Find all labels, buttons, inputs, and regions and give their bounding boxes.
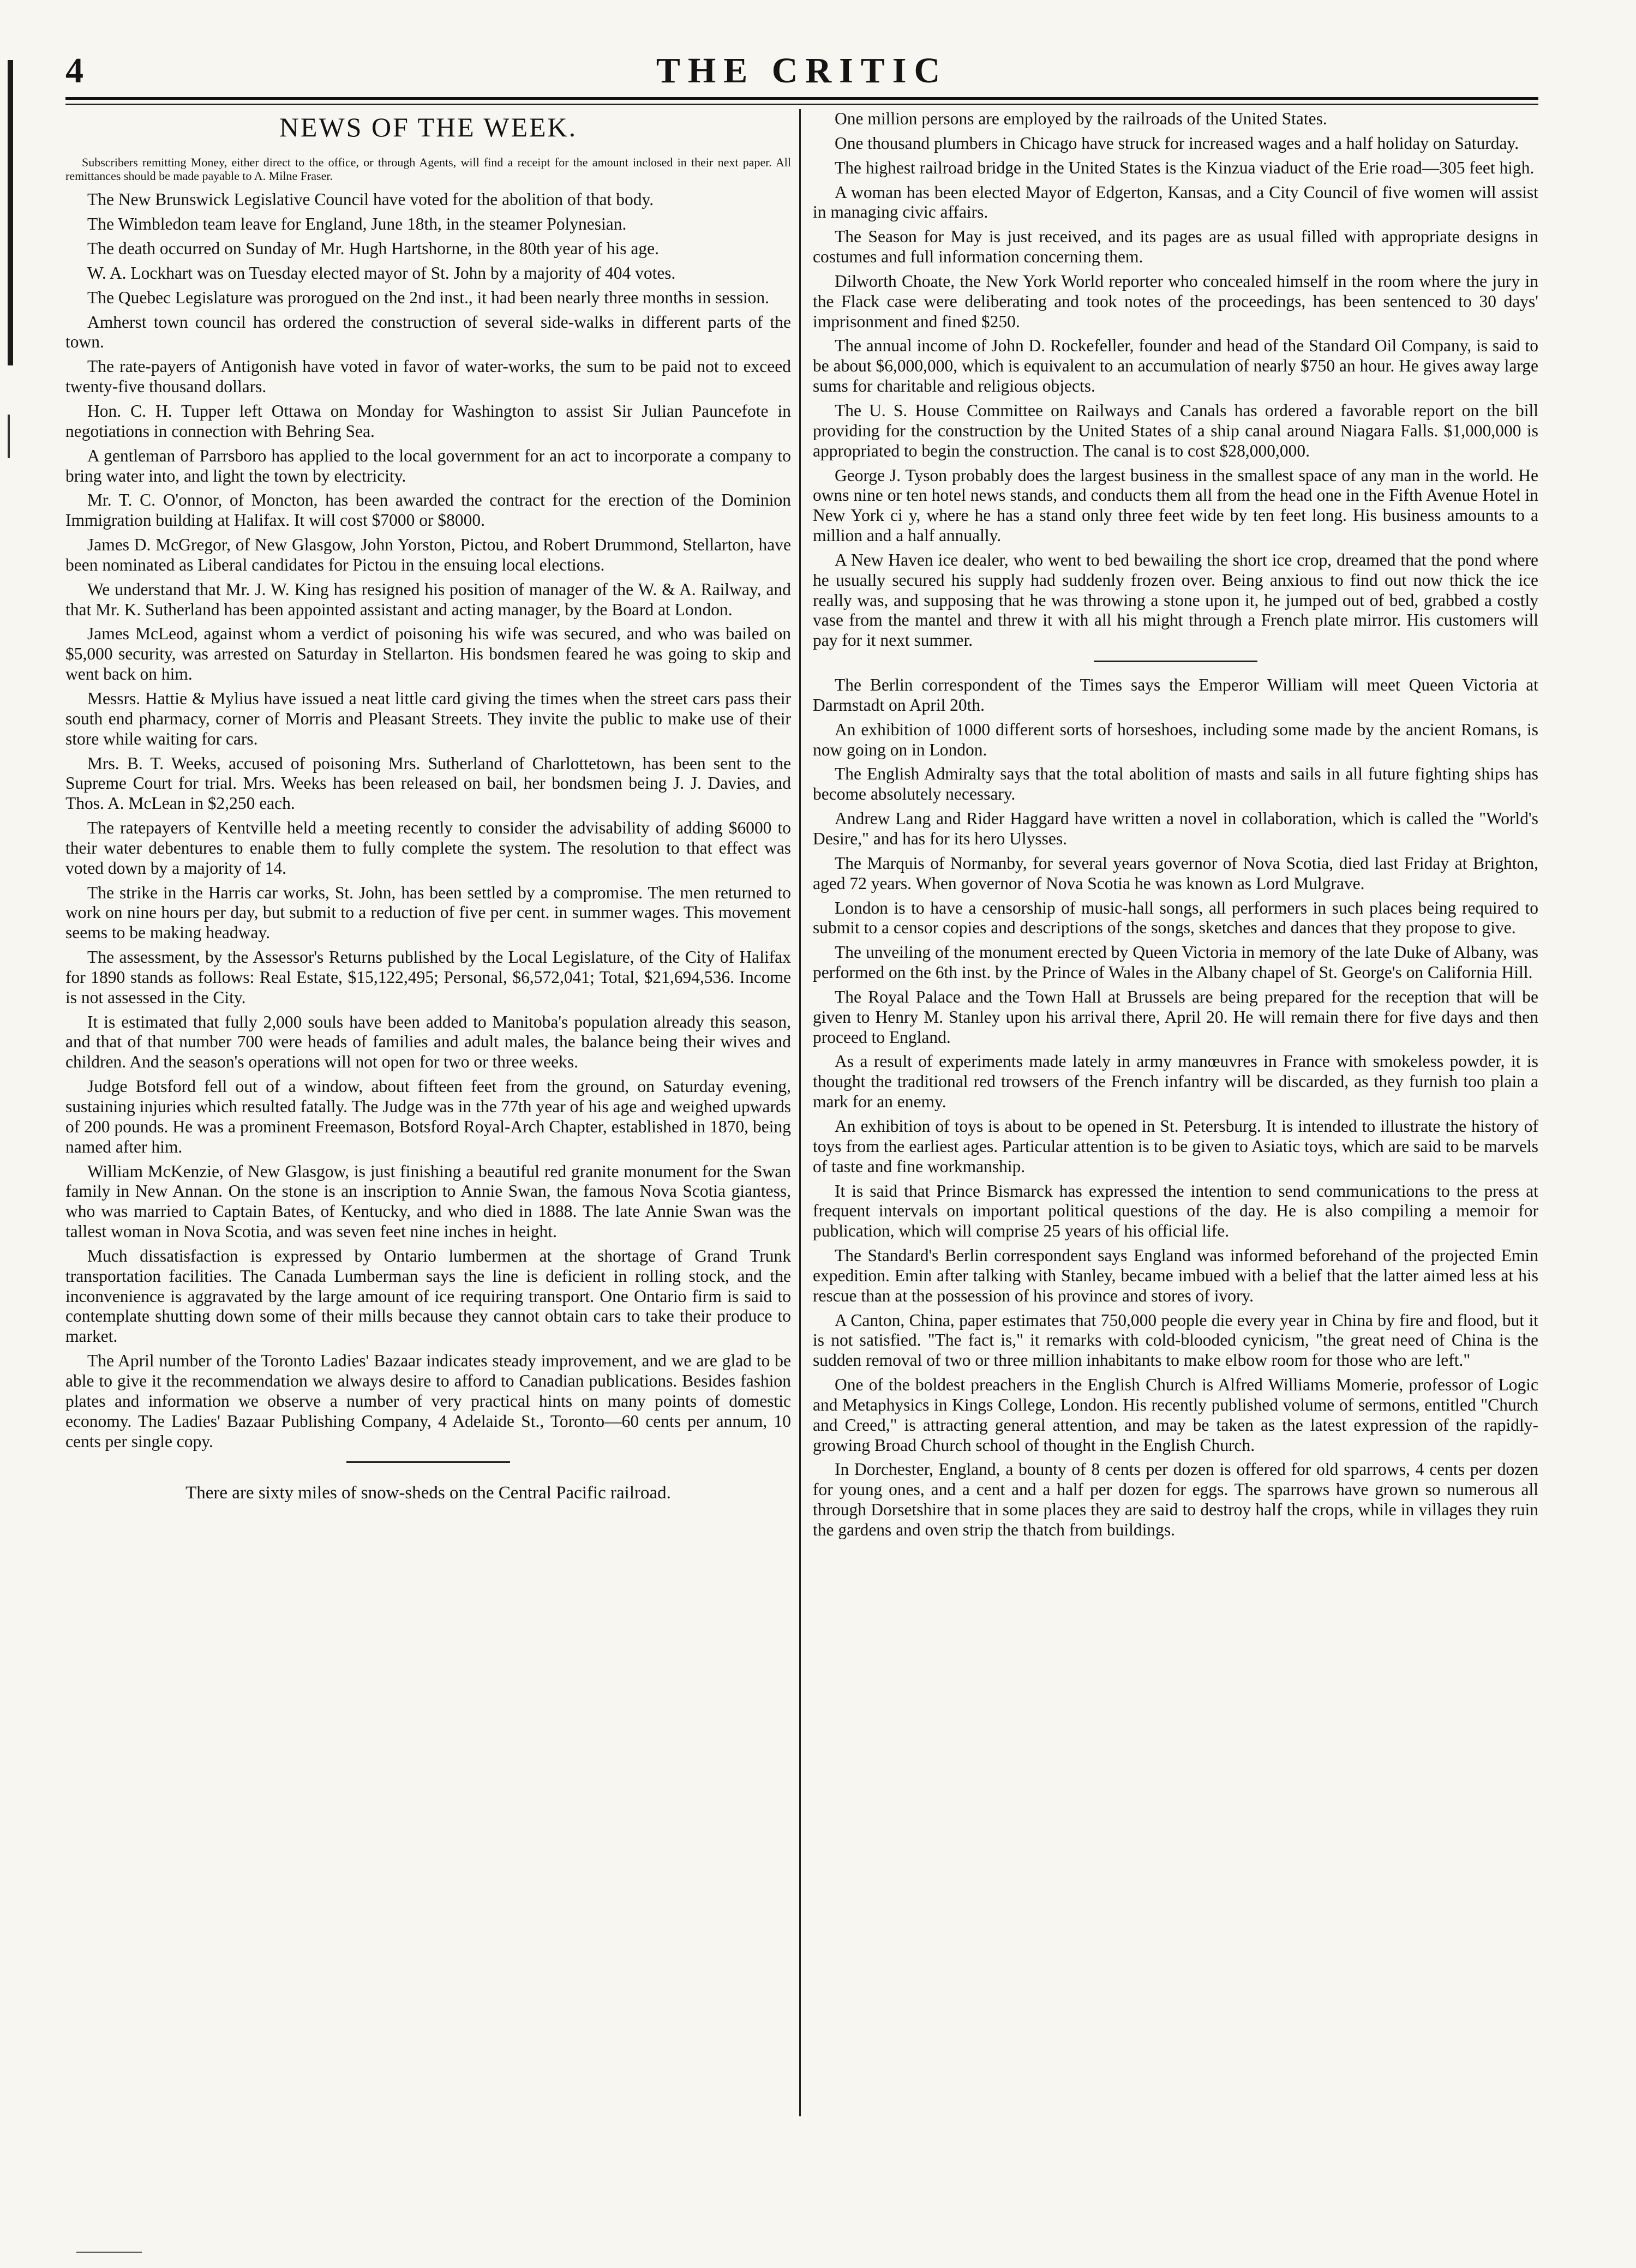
- news-item: The highest railroad bridge in the United States is the Kinzua viaduct of the Erie road—305 feet high.: [835, 158, 1535, 177]
- news-item: William McKenzie, of New Glasgow, is just finishing a beautiful red granite monument for the Swan family in New Annan. On the stone is an inscription to Annie Swan, the famous Nova Scotia giantess, who was married to Captain Bates, of Kentucky, and who died in 1888. The late Annie Swan was the tallest woman in Nova Scotia, and was seven feet nine inches in height.: [65, 1161, 791, 1241]
- news-item: Judge Botsford fell out of a window, about fifteen feet from the ground, on Saturday evening, sustaining injuries which resulted fatally. The Judge was in the 77th year of his age and weighed upwards of 200 pounds. He was a prominent Freemason, Botsford Royal-Arch Chapter, established in 1870, being named after him.: [65, 1077, 791, 1156]
- binding-edge-mark-small: [8, 415, 10, 458]
- news-item: We understand that Mr. J. W. King has resigned his position of manager of the W. & A. Railway, and that Mr. K. Sutherland has been appointed assistant and acting manager, by the Board at London.: [65, 579, 791, 619]
- news-item: Amherst town council has ordered the construction of several side-walks in different parts of the town.: [65, 312, 791, 352]
- news-item: The Royal Palace and the Town Hall at Brussels are being prepared for the reception that will be given to Henry M. Stanley upon his arrival there, April 20. He will remain there for five days and then proceed to England.: [813, 987, 1538, 1047]
- right-news-items-top: [813, 109, 1538, 651]
- left-news-items: [65, 190, 791, 1451]
- news-item: The ratepayers of Kentville held a meeting recently to consider the advisability of adding $6000 to their water debentures to enable them to fully complete the system. The resolution to that effect was voted down by a majority of 14.: [65, 818, 791, 878]
- news-item: The Season for May is just received, and its pages are as usual filled with appropriate designs in costumes and full information concerning them.: [813, 227, 1538, 267]
- left-footer-note: There are sixty miles of snow-sheds on the Central Pacific railroad.: [185, 1483, 671, 1503]
- news-item: The Wimbledon team leave for England, June 18th, in the steamer Polynesian.: [87, 214, 627, 234]
- binding-edge-mark: [8, 60, 13, 365]
- news-item: The Quebec Legislature was prorogued on the 2nd inst., it had been nearly three months in session.: [87, 287, 770, 307]
- left-column: [65, 109, 791, 2116]
- news-item: George J. Tyson probably does the largest business in the smallest space of any man in the world. He owns nine or ten hotel news stands, and conducts them all from the head one in the Fifth Avenue Hotel in New York ci y, where he has a stand only three feet wide by ten feet long. His business amounts to a million and a half annually.: [813, 465, 1538, 545]
- section-title: NEWS OF THE WEEK.: [279, 112, 578, 142]
- news-item: The death occurred on Sunday of Mr. Hugh Hartshorne, in the 80th year of his age.: [87, 239, 659, 259]
- column-end-rule: [346, 1461, 510, 1463]
- news-item: James D. McGregor, of New Glasgow, John Yorston, Pictou, and Robert Drummond, Stellarton, have been nominated as Liberal candidates for Pictou in the ensuing local elections.: [65, 535, 791, 574]
- page-number: 4: [65, 51, 83, 91]
- news-item: Andrew Lang and Rider Haggard have written a novel in collaboration, which is called the "World's Desire," and has for its hero Ulysses.: [813, 809, 1538, 848]
- news-item: In Dorchester, England, a bounty of 8 cents per dozen is offered for old sparrows, 4 cents per dozen for young ones, and a cent and a half per dozen for eggs. The sparrows have grown so numerous all through Dorsetshire that in some places they are said to destroy half the crops, while in villages they ruin the gardens and oven strip the thatch from buildings.: [813, 1460, 1538, 1539]
- news-item: A woman has been elected Mayor of Edgerton, Kansas, and a City Council of five women will assist in managing civic affairs.: [813, 182, 1538, 222]
- news-item: The U. S. House Committee on Railways and Canals has ordered a favorable report on the bill providing for the construction by the United States of a ship canal around Niagara Falls. $1,000,000 is appropriated to begin the construction. The canal is to cost $28,000,000.: [813, 400, 1538, 460]
- news-item: An exhibition of 1000 different sorts of horseshoes, including some made by the ancient Romans, is now going on in London.: [813, 719, 1538, 759]
- section-separator-rule: [1094, 661, 1257, 662]
- news-item: One of the boldest preachers in the English Church is Alfred Williams Momerie, professor of Logic and Metaphysics in Kings College, London. His recently published volume of sermons, entitled "Church and Creed," is attracting general attention, and may be taken as the latest expression of the rapidly-growing Broad Church school of thought in the English Church.: [813, 1375, 1538, 1455]
- news-item: Dilworth Choate, the New York World reporter who concealed himself in the room where the jury in the Flack case were deliberating and took notes of the proceedings, has been sentenced to 30 days' imprisonment and fined $250.: [813, 271, 1538, 331]
- news-item: The assessment, by the Assessor's Returns published by the Local Legislature, of the City of Halifax for 1890 stands as follows: Real Estate, $15,122,495; Personal, $6,572,041; Total, $21,694,536. Income is not assessed in the City.: [65, 947, 791, 1007]
- header-rule: [65, 97, 1538, 100]
- news-item: A gentleman of Parrsboro has applied to the local government for an act to incorporate a company to bring water into, and light the town by electricity.: [65, 446, 791, 485]
- news-item: Much dissatisfaction is expressed by Ontario lumbermen at the shortage of Grand Trunk transportation facilities. The Canada Lumberman says the line is deficient in rolling stock, and the inconvenience is aggravated by the large amount of ice requiring transport. One Ontario firm is said to contemplate shutting down some of their mills because they cannot obtain cars to take their produce to market.: [65, 1246, 791, 1346]
- subscriber-notice: Subscribers remitting Money, either direct to the office, or through Agents, will find a receipt for the amount inclosed in their next paper. All remittances should be made payable to A. Milne Fraser.: [65, 155, 791, 183]
- column-divider: [799, 109, 801, 2116]
- news-item: An exhibition of toys is about to be opened in St. Petersburg. It is intended to illustrate the history of toys from the earliest ages. Particular attention is to be given to Asiatic toys, which are said to be marvels of taste and fine workmanship.: [813, 1116, 1538, 1176]
- news-item: W. A. Lockhart was on Tuesday elected mayor of St. John by a majority of 404 votes.: [87, 263, 676, 283]
- news-item: A Canton, China, paper estimates that 750,000 people die every year in China by fire and flood, but it is not satisfied. "The fact is," it remarks with cold-blooded cynicism, "the great need of China is the sudden removal of two or three million inhabitants to make elbow room for those who are left.": [813, 1310, 1538, 1370]
- news-item: The strike in the Harris car works, St. John, has been settled by a compromise. The men returned to work on nine hours per day, but submit to a reduction of five per cent. in summer wages. This movement seems to be making headway.: [65, 883, 791, 943]
- news-item: London is to have a censorship of music-hall songs, all performers in such places being required to submit to a censor copies and descriptions of the songs, sketches and dances that they propose to give.: [813, 898, 1538, 938]
- footer-rule: [76, 2252, 142, 2253]
- right-news-items-bottom: [813, 675, 1538, 1540]
- header-rule-thin: [65, 104, 1538, 105]
- news-item: The Marquis of Normanby, for several years governor of Nova Scotia, died last Friday at Brighton, aged 72 years. When governor of Nova Scotia he was known as Lord Mulgrave.: [813, 853, 1538, 893]
- news-item: One thousand plumbers in Chicago have struck for increased wages and a half holiday on Saturday.: [835, 133, 1519, 153]
- news-item: The annual income of John D. Rockefeller, founder and head of the Standard Oil Company, is said to be about $6,000,000, which is equivalent to an accumulation of nearly $750 an hour. He gives away large sums for charitable and religious objects.: [813, 336, 1538, 396]
- news-item: The April number of the Toronto Ladies' Bazaar indicates steady improvement, and we are glad to be able to give it the recommendation we always desire to afford to Canadian publications. Besides fashion plates and information we observe a number of very practical hints on many points of domestic economy. The Ladies' Bazaar Publishing Company, 4 Adelaide St., Toronto—60 cents per annum, 10 cents per single copy.: [65, 1351, 791, 1451]
- news-item: Hon. C. H. Tupper left Ottawa on Monday for Washington to assist Sir Julian Pauncefote in negotiations in connection with Behring Sea.: [65, 401, 791, 441]
- news-item: The New Brunswick Legislative Council have voted for the abolition of that body.: [87, 190, 654, 209]
- news-item: The Standard's Berlin correspondent says England was informed beforehand of the projected Emin expedition. Emin after talking with Stanley, became imbued with a belief that the latter aimed less at his rescue than at the possession of his province and stores of ivory.: [813, 1246, 1538, 1305]
- news-item: It is said that Prince Bismarck has expressed the intention to send communications to the press at frequent intervals on important political questions of the day. He is also compiling a memoir for publication, which will comprise 25 years of his official life.: [813, 1181, 1538, 1241]
- page-header: [65, 50, 1538, 94]
- news-item: The rate-payers of Antigonish have voted in favor of water-works, the sum to be paid not to exceed twenty-five thousand dollars.: [65, 357, 791, 397]
- news-item: A New Haven ice dealer, who went to bed bewailing the short ice crop, dreamed that the pond where he usually secured his supply had suddenly frozen over. Being anxious to find out now thick the ice really was, and supposing that he was throwing a stone upon it, he jumped out of bed, grabbed a costly vase from the mantel and threw it with all his might through a French plate mirror. His customers will pay for it next summer.: [813, 550, 1538, 650]
- news-item: Messrs. Hattie & Mylius have issued a neat little card giving the times when the street cars pass their south end pharmacy, corner of Morris and Pleasant Streets. They invite the public to make use of their store while waiting for cars.: [65, 688, 791, 748]
- news-item: Mr. T. C. O'onnor, of Moncton, has been awarded the contract for the erection of the Dominion Immigration building at Halifax. It will cost $7000 or $8000.: [65, 490, 791, 530]
- journal-title: THE CRITIC: [656, 51, 948, 91]
- news-item: The Berlin correspondent of the Times says the Emperor William will meet Queen Victoria at Darmstadt on April 20th.: [813, 675, 1538, 715]
- news-item: James McLeod, against whom a verdict of poisoning his wife was secured, and who was bailed on $5,000 security, was arrested on Saturday in Stellarton. His bondsmen feared he was going to skip and went back on him.: [65, 624, 791, 684]
- news-item: The unveiling of the monument erected by Queen Victoria in memory of the late Duke of Albany, was performed on the 6th inst. by the Prince of Wales in the Albany chapel of St. George's on California Hill.: [813, 943, 1538, 982]
- right-column: [813, 109, 1538, 2116]
- news-item: As a result of experiments made lately in army manœuvres in France with smokeless powder, it is thought the traditional red trowsers of the French infantry will be discarded, as they furnish too plain a mark for an enemy.: [813, 1052, 1538, 1112]
- news-item: One million persons are employed by the railroads of the United States.: [835, 109, 1327, 128]
- news-item: Mrs. B. T. Weeks, accused of poisoning Mrs. Sutherland of Charlottetown, has been sent to the Supreme Court for trial. Mrs. Weeks has been released on bail, her bondsmen being J. J. Davies, and Thos. A. McLean in $2,250 each.: [65, 753, 791, 813]
- news-item: The English Admiralty says that the total abolition of masts and sails in all future fighting ships has become absolutely necessary.: [813, 764, 1538, 804]
- news-item: It is estimated that fully 2,000 souls have been added to Manitoba's population already this season, and that of that number 700 were heads of families and adult males, the balance being their wives and children. And the season's operations will not open for two or three weeks.: [65, 1012, 791, 1072]
